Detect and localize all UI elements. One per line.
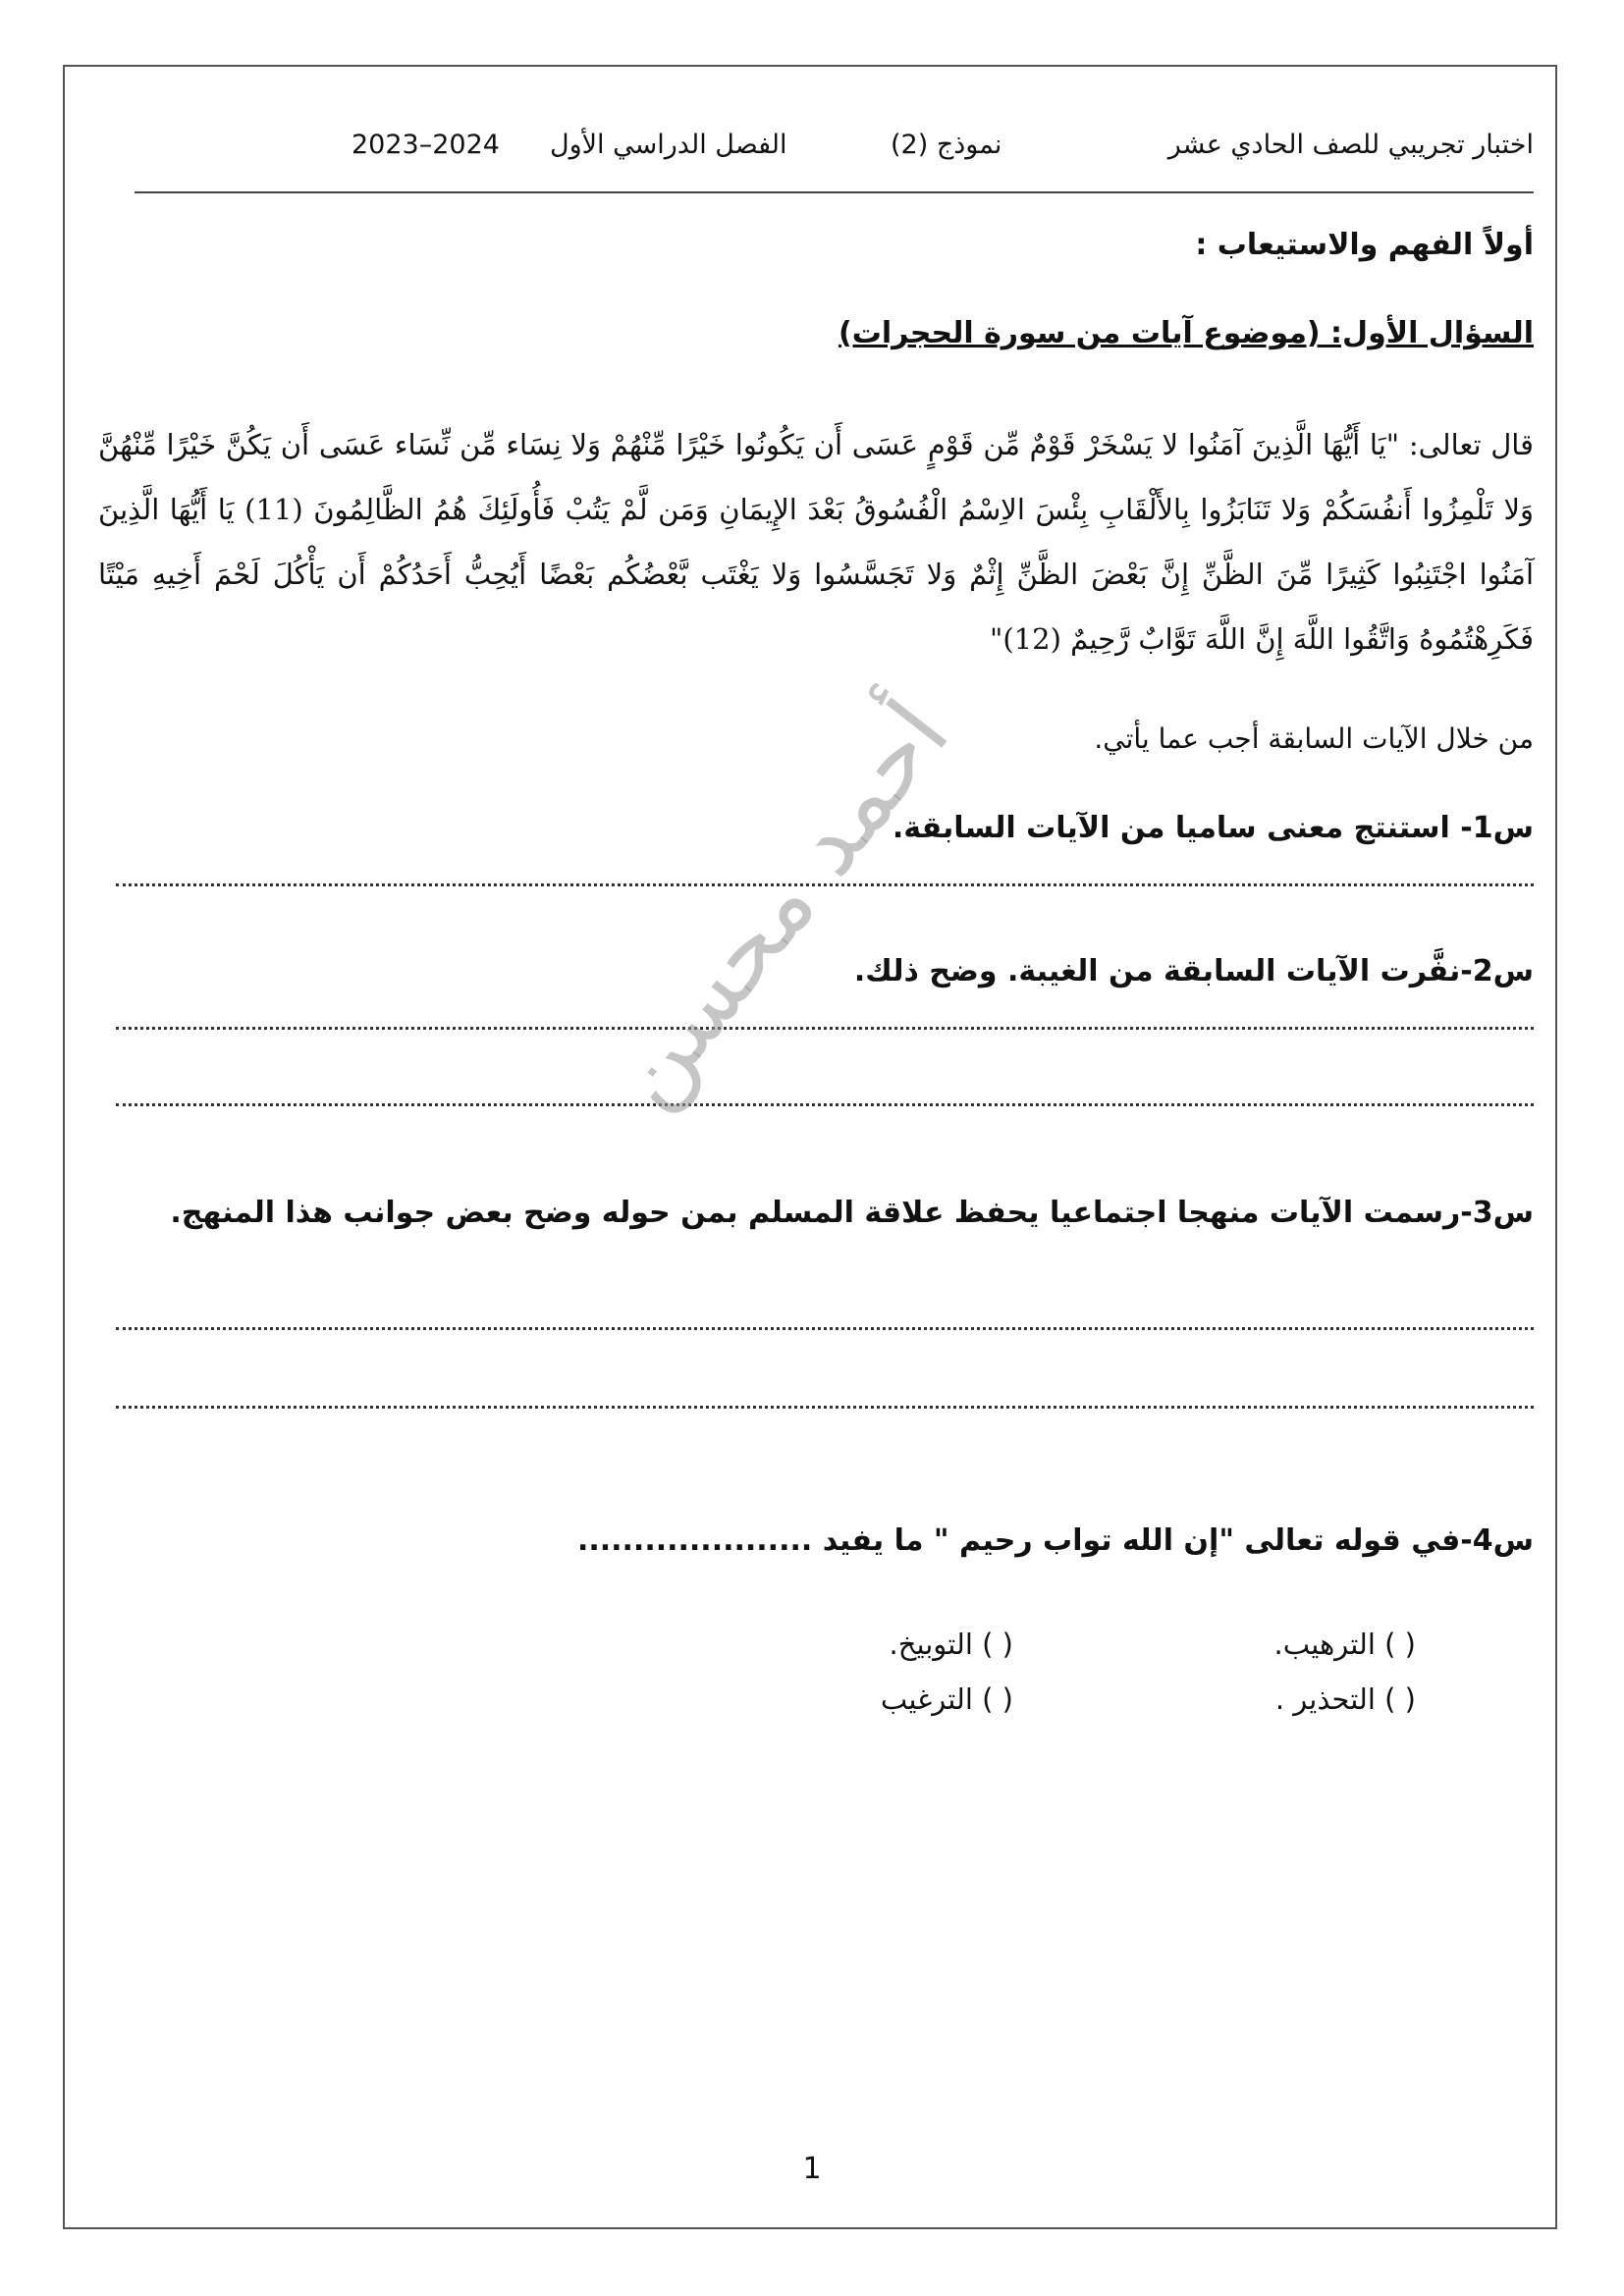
option-targheeb-fear[interactable]: ( ) الترهيب. [1273, 1628, 1416, 1661]
model-number: نموذج (2) [891, 130, 1002, 160]
answer-line[interactable] [116, 1103, 1534, 1106]
verse-passage: قال تعالى: "يَا أَيُّهَا الَّذِينَ آمَنُوا لا يَسْخَرْ قَوْمٌ مِّن قَوْمٍ عَسَى أَن يَكُونُوا خَيْرًا مِّنْهُمْ وَلا نِسَاء مِّن نِّسَاء عَسَى أَن يَكُنَّ خَيْرًا مِّنْهُنَّ وَلا تَلْمِزُوا أَنفُسَكُمْ وَلا تَنَابَزُوا بِالأَلْقَابِ بِئْسَ الاِسْمُ الْفُسُوقُ بَعْدَ الإِيمَانِ وَمَن لَّمْ يَتُبْ فَأُولَئِكَ هُمُ الظَّالِمُونَ (11) يَا أَيُّهَا الَّذِينَ آمَنُوا اجْتَنِبُوا كَثِيرًا مِّنَ الظَّنِّ إِنَّ بَعْضَ الظَّنِّ إِثْمٌ وَلا تَجَسَّسُوا وَلا يَغْتَب بَّعْضُكُم بَعْضًا أَيُحِبُّ أَحَدُكُمْ أَن يَأْكُلَ لَحْمَ أَخِيهِ مَيْتًا فَكَرِهْتُمُوهُ وَاتَّقُوا اللَّهَ إِنَّ اللَّهَ تَوَّابٌ رَّحِيمٌ (12)" [98, 428, 1535, 656]
question-4: س4-في قوله تعالى "إن الله تواب رحيم " ما يفيد ..................... [576, 1523, 1534, 1558]
option-encouragement[interactable]: ( ) الترغيب [880, 1682, 1013, 1716]
answer-line[interactable] [116, 1406, 1534, 1409]
question-1: س1- استنتج معنى ساميا من الآيات السابقة. [892, 811, 1534, 845]
header-divider [135, 191, 1534, 193]
page-number: 1 [802, 2152, 822, 2186]
academic-year: 2023–2024 [352, 130, 500, 160]
question-3: س3-رسمت الآيات منهجا اجتماعيا يحفظ علاقة المسلم بمن حوله وضح بعض جوانب هذا المنهج. [170, 1196, 1534, 1230]
option-warning[interactable]: ( ) التحذير . [1274, 1682, 1416, 1716]
answer-line[interactable] [116, 1327, 1534, 1330]
question-2: س2-نفَّرت الآيات السابقة من الغيبة. وضح ذلك. [853, 954, 1534, 988]
exam-title: اختبار تجريبي للصف الحادي عشر [1167, 130, 1534, 160]
question-one-title: السؤال الأول: (موضوع آيات من سورة الحجرات) [839, 316, 1534, 350]
section-title: أولاً الفهم والاستيعاب : [1195, 228, 1534, 262]
watermark: أحمد محسن [589, 681, 970, 1127]
option-rebuke[interactable]: ( ) التوبيخ. [889, 1628, 1013, 1661]
term-label: الفصل الدراسي الأول [550, 130, 787, 160]
answer-line[interactable] [116, 1027, 1534, 1030]
page-border [63, 65, 1557, 2229]
instruction: من خلال الآيات السابقة أجب عما يأتي. [1094, 722, 1534, 755]
